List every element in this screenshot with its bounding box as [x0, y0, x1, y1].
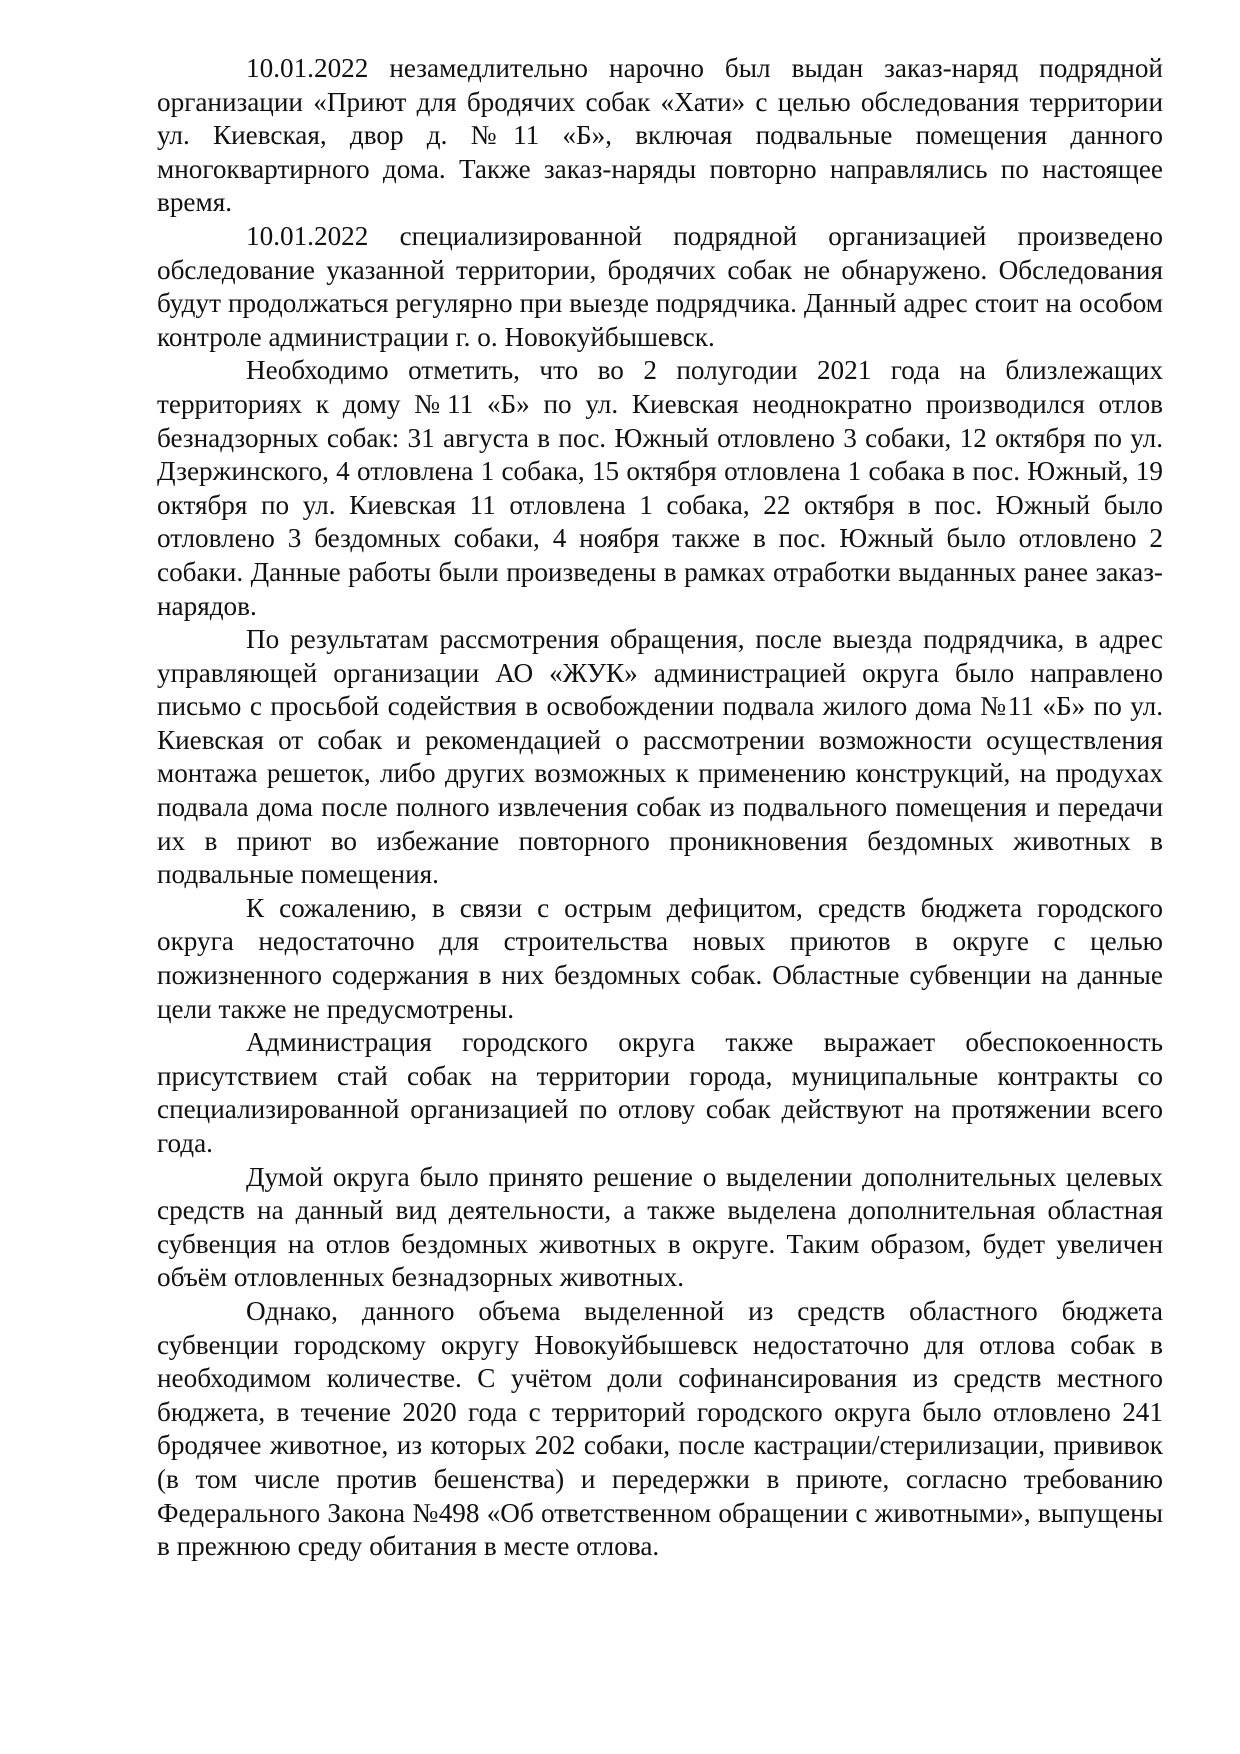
paragraph-budget-deficit: К сожалению, в связи с острым дефицитом, средств бюджета городского округа недостаточно для строительства новых приютов в округе с целью пожизненного содержания в них бездомных собак. Областные субвенции на данные цели также не предусмотрены. [157, 892, 1163, 1024]
paragraph-capture-history: Необходимо отметить, что во 2 полугодии 2021 года на близлежащих территориях к дому №11 «Б» по ул. Киевская неоднократно производился отлов безнадзорных собак: 31 августа в пос. Южный отловлено 3 собаки, 12 октября по ул. Дзержинского, 4 отловлена 1 собака, 15 октября отловлена 1 собака в пос. Южный, 19 октября по ул. Киевская 11 отловлена 1 собака, 22 октября в пос. Южный было отловлено 3 бездомных собаки, 4 ноября также в пос. Южный было отловлено 2 собаки. Данные работы были произведены в рамках отработки выданных ранее заказ-нарядов. [157, 355, 1163, 621]
document-page [157, 52, 1163, 1564]
paragraph-subvention-insufficient: Однако, данного объема выделенной из средств областного бюджета субвенции городскому округу Новокуйбышевск недостаточно для отлова собак в необходимом количестве. С учётом доли софинансирования из средств местного бюджета, в течение 2020 года с территорий городского округа было отловлено 241 бродячее животное, из которых 202 собаки, после кастрации/стерилизации, прививок (в том числе против бешенства) и передержки в приюте, согласно требованию Федерального Закона №498 «Об ответственном обращении с животными», выпущены в прежнюю среду обитания в месте отлова. [157, 1295, 1163, 1562]
paragraph-inspection: 10.01.2022 специализированной подрядной организацией произведено обследование указанной территории, бродячих собак не обнаружено. Обследования будут продолжаться регулярно при выезде подрядчика. Данный адрес стоит на особом контроле администрации г. о. Новокуйбышевск. [157, 220, 1163, 352]
paragraph-administration-concern: Администрация городского округа также выражает обеспокоенность присутствием стай собак на территории города, муниципальные контракты со специализированной организацией по отлову собак действуют на протяжении всего года. [157, 1027, 1163, 1158]
paragraph-order-issued: 10.01.2022 незамедлительно нарочно был выдан заказ-наряд подрядной организации «Приют для бродячих собак «Хати» с целью обследования территории ул. Киевская, двор д. №11 «Б», включая подвальные помещения данного многоквартирного дома. Также заказ-наряды повторно направлялись по настоящее время. [157, 53, 1163, 218]
paragraph-duma-decision: Думой округа было принято решение о выделении дополнительных целевых средств на данный вид деятельности, а также выделена дополнительная областная субвенция на отлов бездомных животных в округе. Таким образом, будет увеличен объём отловленных безнадзорных животных. [157, 1161, 1163, 1293]
paragraph-letter-to-management: По результатам рассмотрения обращения, после выезда подрядчика, в адрес управляющей организации АО «ЖУК» администрацией округа было направлено письмо с просьбой содействия в освобождении подвала жилого дома №11 «Б» по ул. Киевская от собак и рекомендацией о рассмотрении возможности осуществления монтажа решеток, либо других возможных к применению конструкций, на продухах подвала дома после полного извлечения собак из подвального помещения и передачи их в приют во избежание повторного проникновения бездомных животных в подвальные помещения. [157, 624, 1163, 890]
